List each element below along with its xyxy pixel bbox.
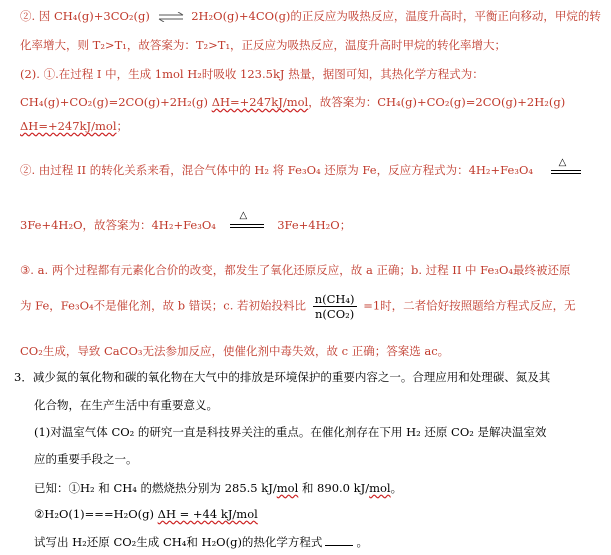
answer-line-7	[20, 210, 352, 233]
fraction-numerator: n(CH₄)	[314, 292, 355, 306]
text: ；	[116, 119, 129, 133]
text: ②. 由过程 II 的转化关系来看，混合气体中的 H₂ 将 Fe₃O₄ 还原为 Fe，反应方程式为：4H₂+Fe₃O₄	[20, 163, 533, 177]
answer-line-2: 化率增大，则 T₂>T₁，故答案为：T₂>T₁，正反应为吸热反应，温度升高时甲烷的转化率增大；	[20, 38, 507, 52]
answer-line-10: CO₂生成，导致 CaCO₃无法参加反应，使催化剂中毒失效，故 c 正确；答案选 ac。	[20, 344, 450, 358]
heating-condition-icon	[551, 157, 581, 178]
delta-symbol: △	[558, 157, 567, 168]
enthalpy-text: ΔH = +44 kJ/mol	[157, 507, 258, 521]
unit-text: mol	[276, 481, 299, 495]
heating-condition-icon	[230, 210, 264, 233]
answer-line-9	[20, 292, 576, 321]
answer-line-6	[20, 157, 581, 178]
answer-line-1	[20, 8, 601, 24]
question-line-1: 3．减少氮的氧化物和碳的氧化物在大气中的排放是环境保护的重要内容之一。合理应用和处理碳、氮及其	[14, 370, 551, 384]
answer-line-5	[20, 118, 128, 134]
text: ②H₂O(1)===H₂O(g)	[34, 507, 158, 521]
enthalpy-text: ΔH=+247kJ/mol	[211, 95, 309, 109]
fraction-denominator: n(CO₂)	[315, 307, 355, 321]
text: 已知：①H₂ 和 CH₄ 的燃烧热分别为 285.5 kJ/	[34, 481, 277, 495]
text: 为 Fe，Fe₃O₄不是催化剂，故 b 错误；c. 若初始投料比	[20, 298, 307, 313]
text: 。	[390, 481, 403, 495]
line	[551, 170, 581, 171]
feed-ratio-fraction	[313, 292, 357, 321]
text: 3Fe+4H₂O；	[277, 218, 352, 232]
answer-line-4	[20, 94, 565, 110]
delta-symbol: △	[239, 210, 248, 221]
unit-text: mol	[369, 481, 391, 495]
text: ②. 因 CH₄(g)+3CO₂(g)	[20, 9, 150, 23]
text: 试写出 H₂还原 CO₂生成 CH₄和 H₂O(g)的热化学方程式	[34, 535, 323, 549]
text: =1时，二者恰好按照题给方程式反应，无	[363, 298, 576, 313]
question-line-3: (1)对温室气体 CO₂ 的研究一直是科技界关注的重点。在催化剂存在下用 H₂ 还原 CO₂ 是解决温室效	[34, 425, 547, 439]
text: 和 890.0 kJ/	[298, 481, 370, 495]
text: 。	[356, 535, 368, 549]
equilibrium-arrow-icon	[158, 12, 184, 22]
enthalpy-text: ΔH=+247kJ/mol	[20, 119, 117, 133]
question-line-2: 化合物，在生产生活中有重要意义。	[34, 398, 218, 412]
text: CH₄(g)+CO₂(g)=2CO(g)+2H₂(g)	[20, 95, 212, 109]
answer-line-3: (2). ①.在过程 I 中，生成 1mol H₂时吸收 123.5kJ 热量，据图可知，其热化学方程式为：	[20, 67, 484, 81]
line	[230, 224, 264, 225]
question-line-7	[34, 534, 368, 550]
answer-blank[interactable]	[325, 545, 353, 546]
question-line-6	[34, 507, 258, 521]
text: 3Fe+4H₂O，故答案为：4H₂+Fe₃O₄	[20, 218, 216, 232]
question-line-4: 应的重要手段之一。	[34, 452, 138, 466]
text: ，故答案为：CH₄(g)+CO₂(g)=2CO(g)+2H₂(g)	[308, 95, 566, 109]
question-line-5	[34, 480, 402, 496]
answer-line-8: ③. a. 两个过程都有元素化合价的改变，都发生了氧化还原反应，故 a 正确；b. 过程 II 中 Fe₃O₄最终被还原	[20, 263, 571, 277]
line	[551, 173, 581, 174]
text: 2H₂O(g)+4CO(g)的正反应为吸热反应，温度升高时，平衡正向移动，甲烷的转	[191, 9, 601, 23]
line	[230, 227, 264, 228]
